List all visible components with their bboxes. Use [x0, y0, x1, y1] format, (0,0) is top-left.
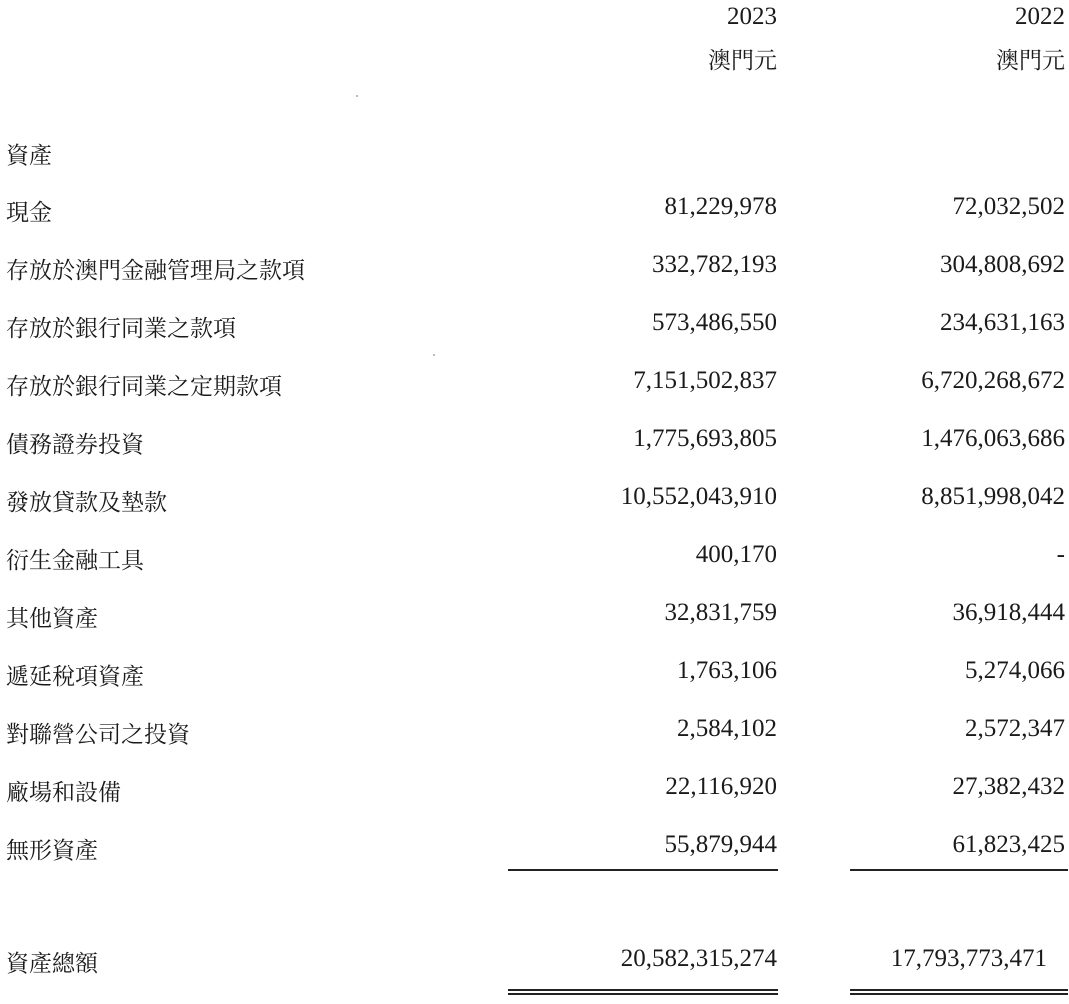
total-label: 資產總額: [6, 951, 98, 977]
row-label: 發放貸款及墊款: [6, 490, 167, 516]
currency-2022-header: 澳門元: [996, 48, 1065, 74]
row-value-2022: 72,032,502: [952, 193, 1065, 220]
row-value-2023: 400,170: [695, 541, 777, 568]
row-value-2022: 27,382,432: [952, 773, 1065, 800]
total-double-rule-2022: [850, 989, 1068, 995]
row-value-2022: 2,572,347: [965, 715, 1065, 742]
row-label: 存放於澳門金融管理局之款項: [6, 258, 305, 284]
total-value-2022: 17,793,773,471: [890, 945, 1047, 972]
row-value-2022: 234,631,163: [940, 309, 1065, 336]
row-value-2023: 1,775,693,805: [633, 425, 777, 452]
row-value-2022: -: [1056, 541, 1065, 568]
row-value-2022: 61,823,425: [952, 831, 1065, 858]
year-2022-header: 2022: [1015, 3, 1065, 30]
row-value-2023: 1,763,106: [677, 657, 777, 684]
subtotal-rule-2023: [508, 869, 778, 871]
year-2023-header: 2023: [727, 3, 777, 30]
row-value-2023: 55,879,944: [664, 831, 777, 858]
row-value-2023: 573,486,550: [652, 309, 777, 336]
total-double-rule-2023: [508, 989, 778, 995]
row-value-2023: 22,116,920: [665, 773, 777, 800]
row-value-2022: 1,476,063,686: [921, 425, 1065, 452]
row-value-2022: 36,918,444: [952, 599, 1065, 626]
row-value-2023: 32,831,759: [664, 599, 777, 626]
section-title-assets: 資產: [6, 143, 52, 169]
row-label: 存放於銀行同業之款項: [6, 316, 236, 342]
row-value-2023: 10,552,043,910: [620, 483, 777, 510]
scan-speck: [433, 354, 435, 356]
row-value-2022: 5,274,066: [965, 657, 1065, 684]
row-label: 對聯營公司之投資: [6, 722, 190, 748]
row-label: 存放於銀行同業之定期款項: [6, 374, 282, 400]
row-value-2023: 2,584,102: [677, 715, 777, 742]
row-label: 衍生金融工具: [6, 548, 144, 574]
row-label: 債務證券投資: [6, 432, 144, 458]
subtotal-rule-2022: [850, 869, 1068, 871]
row-label: 無形資產: [6, 838, 98, 864]
row-label: 現金: [6, 200, 52, 226]
row-value-2022: 304,808,692: [940, 251, 1065, 278]
row-label: 遞延稅項資產: [6, 664, 144, 690]
currency-2023-header: 澳門元: [708, 48, 777, 74]
row-value-2023: 81,229,978: [664, 193, 777, 220]
total-value-2023: 20,582,315,274: [620, 945, 777, 972]
row-value-2023: 332,782,193: [652, 251, 777, 278]
row-label: 廠場和設備: [6, 780, 121, 806]
row-value-2023: 7,151,502,837: [633, 367, 777, 394]
scan-speck: [356, 95, 358, 97]
row-label: 其他資產: [6, 606, 98, 632]
row-value-2022: 8,851,998,042: [921, 483, 1065, 510]
row-value-2022: 6,720,268,672: [921, 367, 1065, 394]
